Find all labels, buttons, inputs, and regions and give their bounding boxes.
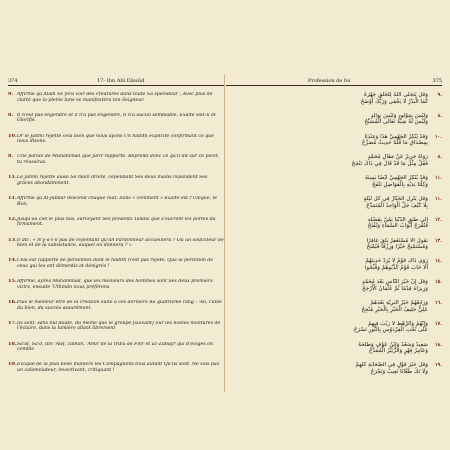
hemistich-second: وَعَامِرُ فِهْرٍ وَالزُّبَيْرُ الْمُمَدَّحُ	[368, 348, 428, 355]
arabic-verse-text	[226, 321, 430, 334]
left-page	[8, 74, 224, 392]
hemistich-second: فَتُفْرَجُ أَبْوَابُ السَّمَاءِ وَتُفْتَحُ	[367, 223, 428, 230]
verse-number: 18.	[8, 341, 17, 347]
hemistich-first: وَقُلْ يَنْزِلُ الْجَبَّارُ فِي كُلِّ لَيْلَةٍ	[363, 195, 428, 202]
arabic-verse-number: ٨.	[437, 112, 442, 119]
arabic-verse-text	[226, 196, 430, 209]
hemistich-second: فَقُلْ مِثْلَ مَا قَدْ قَالَ فِي ذَاكَ تَنْجَحُ	[351, 160, 428, 167]
verse-number: 15.	[8, 279, 17, 285]
arabic-verse-text	[226, 113, 430, 126]
verse-translation: Jusqu'au ciel le plus bas, surveyant Ses présents Tandis que s'ouvrent les portes du firmament.	[17, 216, 216, 228]
arabic-verse-text	[226, 279, 430, 292]
verse-translation: Affirme, après Muhammad, que les meilleurs des hommes sont Ses deux premiers vizirs, ensuite 'Uthmân nous préférons	[17, 279, 213, 290]
french-verse	[8, 175, 224, 196]
french-verse	[8, 217, 224, 238]
arabic-verse	[226, 342, 442, 363]
hemistich-first: رَوَى ذَاكَ قَوْمٌ لَا يُرَدُّ حَدِيثُهُمْ	[365, 258, 428, 265]
hemistich-first: وَإِنَّهُمُ وَالرَّهْطُ لَا رَيْبَ فِيهِمُ	[367, 320, 428, 327]
hemistich-first: يَقُولُ أَلَا مُسْتَغْفِرٌ يَلْقَ غَافِرًا	[366, 237, 428, 244]
arabic-verse-text	[226, 342, 430, 355]
arabic-verse-number: ١٥.	[434, 279, 442, 286]
page-gutter	[224, 74, 225, 392]
verse-translation: Cela est rapporté de personnes dont le hadîth n'est pas rejeté, Que la perdition de ceux qui les ont démentis et dénigrés !	[17, 258, 214, 269]
verse-number: 17.	[8, 320, 17, 326]
hemistich-second: وَمُسْتَمْنِحٌ خَيْرًا وَرِزْقًا فَيُمْنَحُ	[366, 244, 428, 251]
verse-translation: Il dit : « N'y-a-t-il pas de repentant qu'un Pardonneur accueillera ? Ou un solliciteur de bien et de la subsistance, auquel on donnera ? »	[17, 237, 224, 249]
hemistich-second: عَلَى نُجُبِ الْفِرْدَوْسِ بِالنُّورِ تَسْرَحُ	[353, 327, 428, 334]
arabic-verse-text	[226, 134, 430, 147]
left-page-number: 374	[8, 78, 18, 84]
french-verse	[8, 196, 224, 217]
verse-translation: Évoque de la plus belle manière les Compagnons tous autant Qu'ils sont. Ne sois pas un calomniateur, invectivant, critiquant !	[17, 362, 220, 373]
right-page-header	[226, 74, 442, 86]
arabic-verse-text	[226, 238, 430, 251]
right-page-title: Profession de foi	[308, 78, 351, 84]
verse-translation: Affirme qu'Al-Jabbâr descend chaque nuit, Sans « comment » Exalté est l'Unique, le Bon,	[17, 195, 217, 207]
french-verse	[8, 258, 224, 279]
arabic-verse-number: ١١.	[434, 195, 442, 202]
verse-number: 11.	[8, 175, 17, 181]
verse-translation: Il n'est pas engendré et il n'a pas engendré, Il n'a aucun semblable, Exalté soit-Il et Glorifié.	[17, 112, 216, 124]
arabic-verse-text	[226, 154, 430, 167]
right-page-number: 375	[432, 78, 442, 84]
verse-number: 12.	[8, 216, 17, 222]
arabic-verse-text	[226, 362, 430, 375]
arabic-verse	[226, 175, 442, 196]
hemistich-first: وَقَدْ يُنْكِرُ الْجَهْمِيُّ هَذَا وَعِنْدَنَا	[364, 133, 428, 140]
arabic-verse	[226, 217, 442, 238]
arabic-verse-number: ٨.	[437, 154, 442, 161]
arabic-verse-number: ١٢.	[434, 216, 442, 223]
arabic-verse-text	[226, 300, 430, 313]
french-verse	[8, 134, 224, 155]
arabic-verse-number: ١٨.	[434, 341, 442, 348]
arabic-verse-text	[226, 175, 430, 188]
verse-translation: Une parole de Muhammad que Jarîr rapporte. Reprend donc ce qu'il dit sur ce point, tu réussiras.	[17, 154, 220, 165]
arabic-verse-text	[226, 258, 430, 271]
hemistich-first: إِلَى طَبَقِ الدُّنْيَا يَمُنُّ بِفَضْلِهِ	[367, 216, 428, 223]
arabic-verse-number: ١٦.	[434, 299, 442, 306]
arabic-verse	[226, 258, 442, 279]
arabic-verse	[226, 300, 442, 321]
arabic-verse-number: ١١.	[434, 175, 442, 182]
hemistich-second: عَلِيٌّ حَلِيفُ الْخَيْرِ بِالْخَيْرِ مُنْجِحُ	[361, 306, 428, 313]
hemistich-first: وَقُلْ إِنَّ خَيْرَ النَّاسِ بَعْدَ مُحَمَّدٍ	[362, 279, 428, 286]
hemistich-first: وَقُلْ يَتَجَلَّى اللهُ لِلْخَلْقِ جَهْرَةً	[364, 92, 428, 98]
verse-number: 16.	[8, 299, 17, 305]
arabic-verse-number: ١٧.	[434, 320, 442, 327]
hemistich-first: رَوَاهُ جَرِيرٌ عَنْ مَقَالِ مُحَمَّدٍ	[367, 154, 428, 161]
hemistich-second: وَكِلْتَا يَدَيْهِ بِالْفَوَاضِلِ تَنْفَحُ	[372, 181, 428, 188]
french-verse-list	[8, 92, 224, 383]
arabic-verse	[226, 113, 442, 134]
hemistich-first: وَقَدْ يُنْكِرُ الْجَهْمِيُّ أَيْضًا يَمِينَهُ	[364, 175, 428, 182]
verse-number: 19.	[8, 362, 17, 368]
verse-number: 9.	[8, 92, 14, 97]
right-page	[226, 74, 442, 392]
arabic-verse	[226, 134, 442, 155]
arabic-verse	[226, 362, 442, 383]
french-verse	[8, 342, 224, 363]
verse-number: 14.	[8, 258, 17, 264]
french-verse	[8, 113, 224, 134]
arabic-verse	[226, 154, 442, 175]
verse-translation: Le Jahmî rejette aussi Sa main droite, cependant Ses deux mains répandent Ses grâces abondamment.	[17, 175, 208, 186]
hemistich-second: وَلَا تَكُ طَعَّانًا تَعِيبُ وَتَجْرَحُ	[370, 368, 428, 375]
hemistich-second: وَلَيْسَ لَهُ شِبْهٌ تَعَالَى الْمُسَبَّحُ	[364, 119, 428, 126]
french-verse	[8, 362, 224, 383]
hemistich-first: سَعِيدٌ وَسَعْدٌ وَابْنُ عَوْفٍ وَطَلْحَةٌ	[358, 341, 428, 348]
arabic-verse-number: ١٤.	[434, 258, 442, 265]
verse-number: 13.	[8, 237, 17, 243]
hemistich-second: وَزِيرَاهُ قِدْمًا ثُمَّ عُثْمَانُ الْأَرْجَحُ	[362, 285, 428, 292]
verse-translation: Ils sont, sans nul doute, du même que le groupe [suivant] Sur les nobles montures de l'éclaire, dans la lumière allant librement	[17, 320, 221, 332]
arabic-verse-text	[226, 217, 430, 230]
french-verse	[8, 92, 224, 113]
arabic-verse-list	[226, 92, 442, 383]
verse-number: 11.	[8, 195, 17, 201]
verse-number: 8.	[8, 112, 14, 118]
french-verse	[8, 238, 224, 259]
french-verse	[8, 279, 224, 300]
hemistich-first: وَقُلْ خَيْرَ قَوْلٍ فِي الصَّحَابَةِ كُلِّهِمْ	[355, 362, 428, 369]
hemistich-second: كَمَا الْبَدْرُ لَا يَخْفَى وَرَبُّكَ أَوْضَحُ	[360, 98, 428, 105]
verse-translation: Sa'îd, Sa'd, Ibn 'Awf, Talhah, 'Âmir de la tribu de Fihr et az-Zubayr qui d'éloges on comble	[17, 341, 213, 353]
hemistich-second: بِمِصْدَاقِ مَا قُلْنَا حَدِيثٌ مُصَرِّحُ	[361, 140, 428, 147]
hemistich-second: أَلَا خَابَ قَوْمٌ كَذَّبُوهُمْ وَقُبِّحُوا	[364, 264, 428, 271]
french-verse	[8, 154, 224, 175]
verse-number: 8.	[8, 154, 14, 160]
left-page-header	[8, 74, 224, 86]
hemistich-first: وَلَيْسَ بِمَوْلُودٍ وَلَيْسَ بِوَالِدٍ	[370, 112, 428, 119]
left-page-title: 17- Ibn Abî Dâwûd	[97, 78, 145, 84]
arabic-verse	[226, 321, 442, 342]
arabic-verse-number: ١٩.	[434, 362, 442, 369]
arabic-verse-number: ٩.	[437, 92, 442, 98]
verse-number: 10.	[8, 133, 17, 139]
arabic-verse	[226, 279, 442, 300]
verse-translation: Or le Jahmî rejette cela bien que nous ayons Un hadîth explicite confirmant ce que nous disons.	[17, 133, 214, 145]
verse-translation: Puis le meilleur être de la création suite à ces derniers Au quatrième rang : 'Alî, l'allié du bien, du succès assurément.	[17, 299, 222, 311]
arabic-verse-text	[226, 92, 430, 105]
arabic-verse-number: ١٣.	[434, 237, 442, 244]
arabic-verse	[226, 238, 442, 259]
arabic-verse	[226, 92, 442, 113]
verse-translation: Affirme qu'Allah Se fera voir des créatures dans toute Sa splendeur ; Avec plus de clarté que la pleine lune se manifestera ton Seigneur.	[17, 92, 213, 103]
arabic-verse-number: ١٠.	[434, 133, 442, 140]
french-verse	[8, 300, 224, 321]
arabic-verse	[226, 196, 442, 217]
french-verse	[8, 321, 224, 342]
hemistich-first: وَرَابِعُهُمْ خَيْرُ الْبَرِيَّةِ بَعْدَهُمْ	[370, 299, 428, 306]
hemistich-second: بِلَا كَيْفَ جَلَّ الْوَاحِدُ الْمُتَمَدَّحُ	[366, 202, 428, 209]
